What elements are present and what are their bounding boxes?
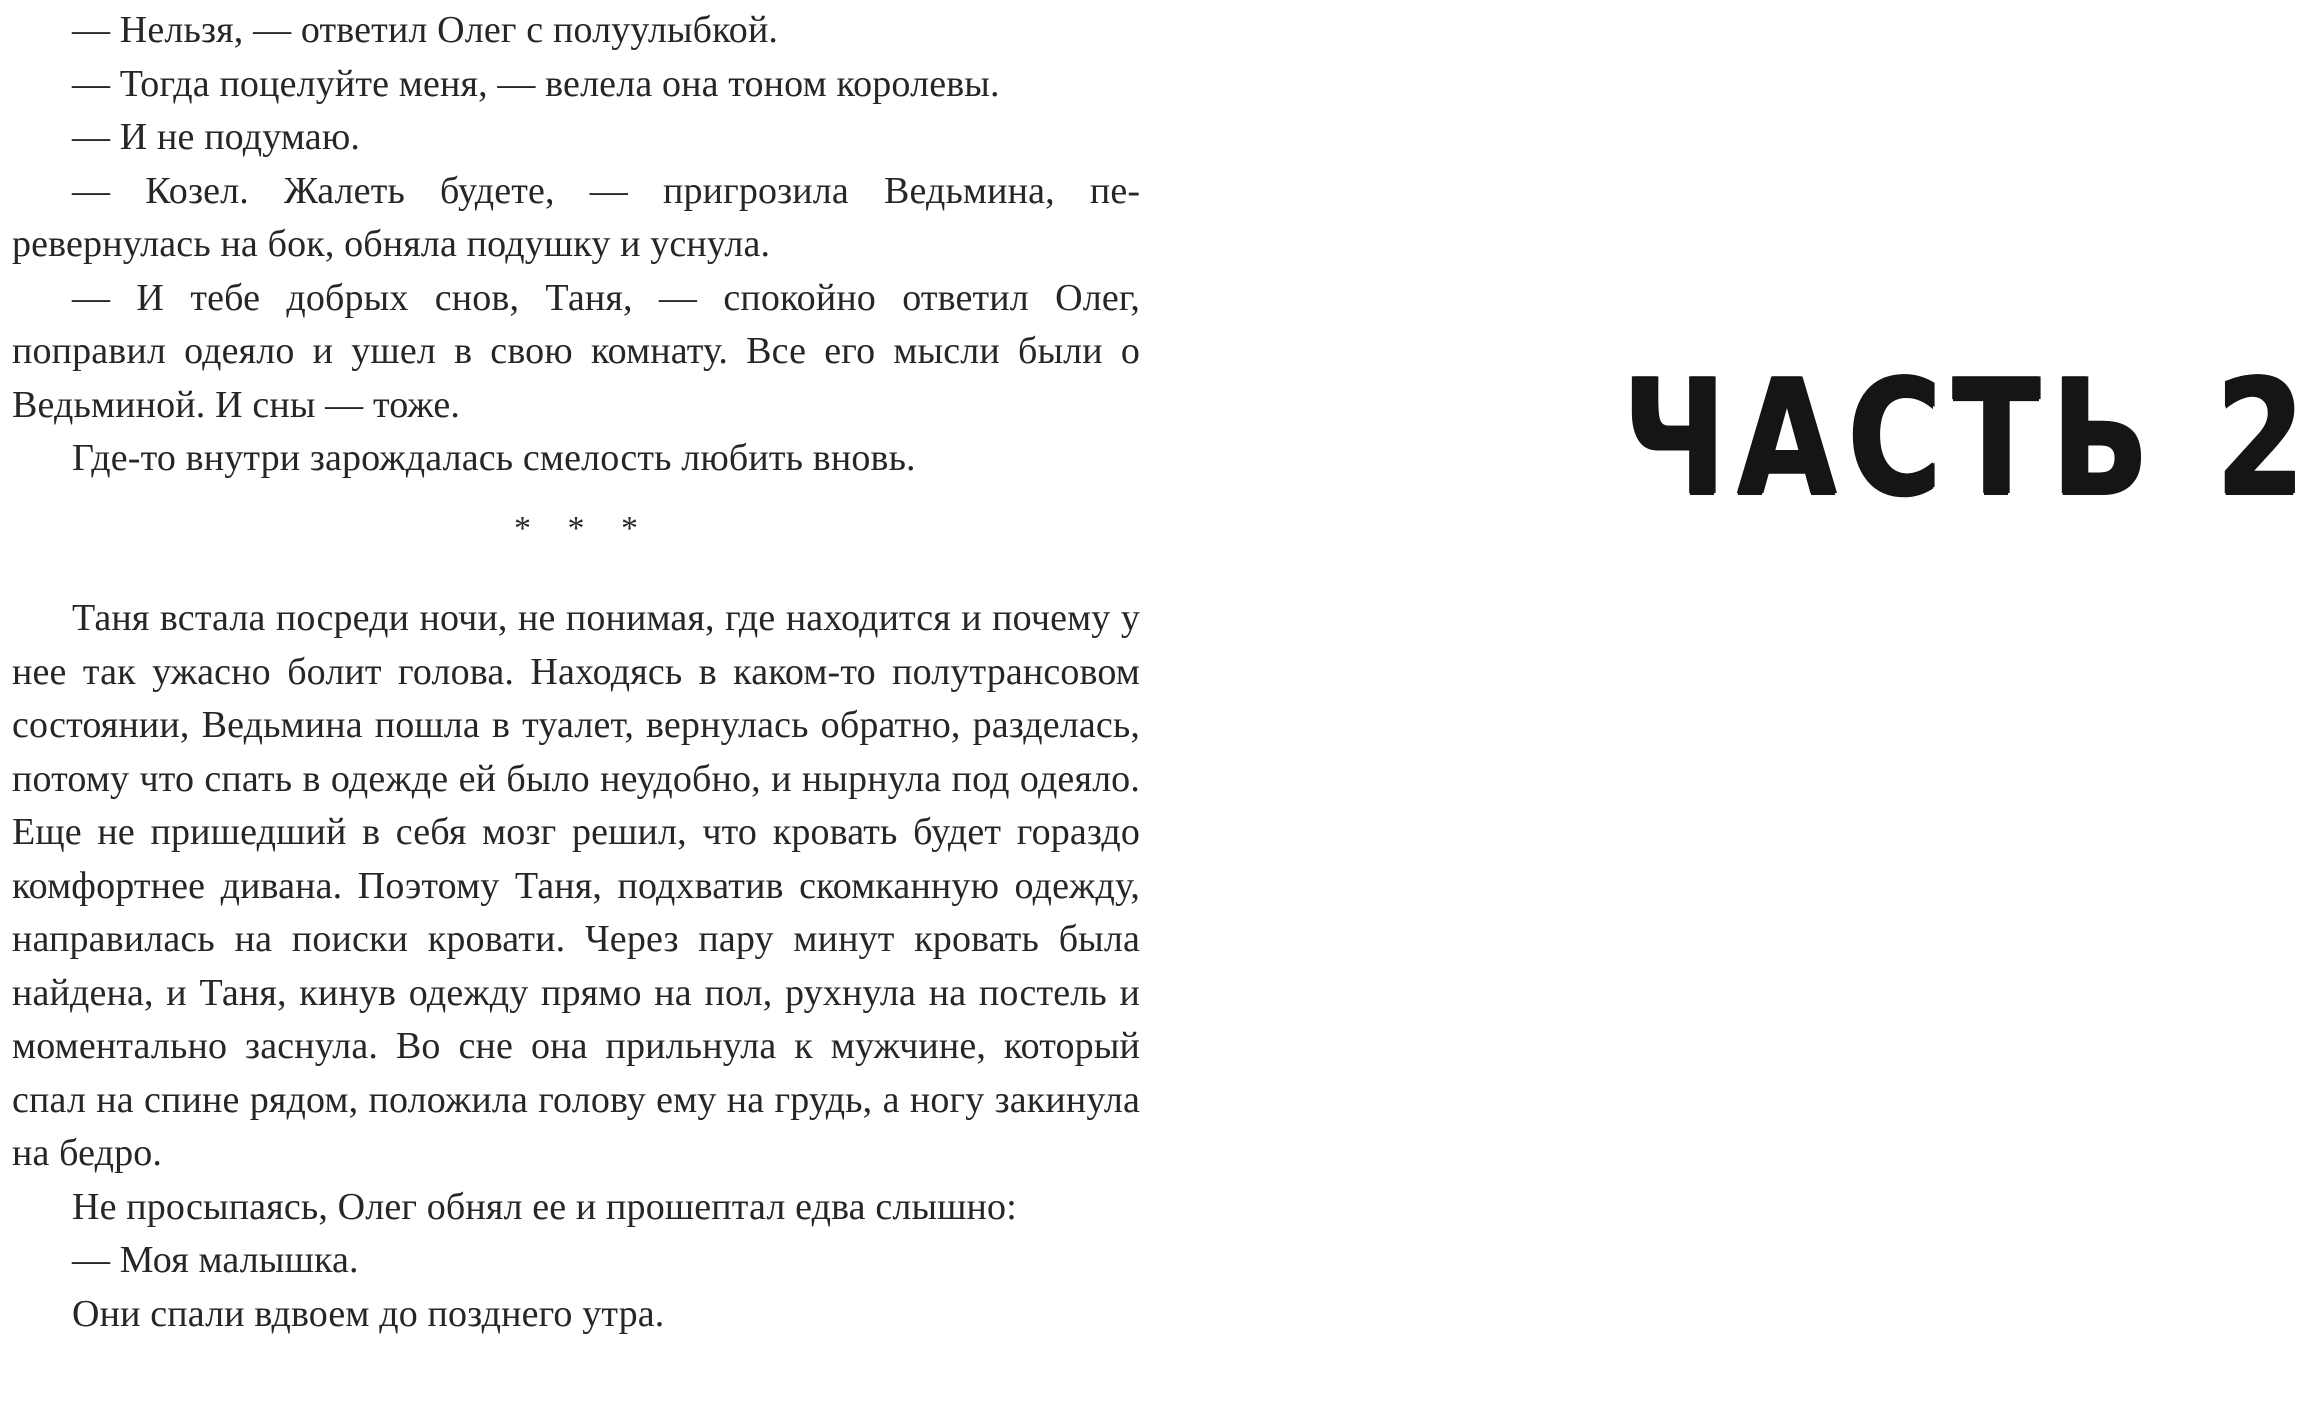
- paragraph: — Моя малышка.: [72, 1239, 359, 1281]
- right-page: [1160, 0, 2316, 1404]
- text-block-bottom: [12, 592, 1140, 1341]
- paragraph: Таня встала посреди ночи, не понимая, где находится и почему у нее так ужасно болит голова. Находясь в каком-то полутрансовом состоянии, Ведьмина пошла в туалет, вернулась обратно, разделась, потому что спать в одежде ей было неудобно, и нырнула под одеяло. Еще не пришедший в себя мозг решил, что кровать будет гораздо комфортнее дивана. Поэтому Таня, подхватив скомканную одежду, направилась на поиски кровати. Через пару минут кровать была найдена, и Таня, кинув одежду прямо на пол, рухнула на постель и моментально заснула. Во сне она прильнула к мужчине, который спал на спине рядом, положила голову ему на грудь, а ногу закинула на бедро.: [12, 597, 1140, 1174]
- paragraph: Они спали вдвоем до позднего утра.: [72, 1292, 665, 1335]
- section-separator: * * *: [514, 510, 652, 547]
- paragraph: Не просыпаясь, Олег обнял ее и прошептал едва слышно:: [72, 1185, 1017, 1228]
- paragraph: — Нельзя, — ответил Олег с полуулыбкой.: [72, 9, 779, 51]
- text-block-top: [12, 4, 1140, 486]
- paragraph: Где-то внутри зарождалась смелость любить вновь.: [72, 437, 916, 479]
- paragraph: — Тогда поцелуйте меня, — велела она тоном королевы.: [72, 62, 1000, 105]
- paragraph: — И тебе добрых снов, Таня, — спокойно ответил Олег, поправил одеяло и ушел в свою комнату. Все его мысли были о Ведьминой. И сны — тоже.: [12, 276, 1140, 426]
- paragraph: — И не подумаю.: [72, 116, 361, 158]
- part-title: ЧАСТЬ 2: [1622, 344, 2316, 531]
- paragraph: — Козел. Жалеть будете, — пригрозила Ведьмина, перевернулась на бок, обняла подушку и уснула.: [12, 169, 1140, 265]
